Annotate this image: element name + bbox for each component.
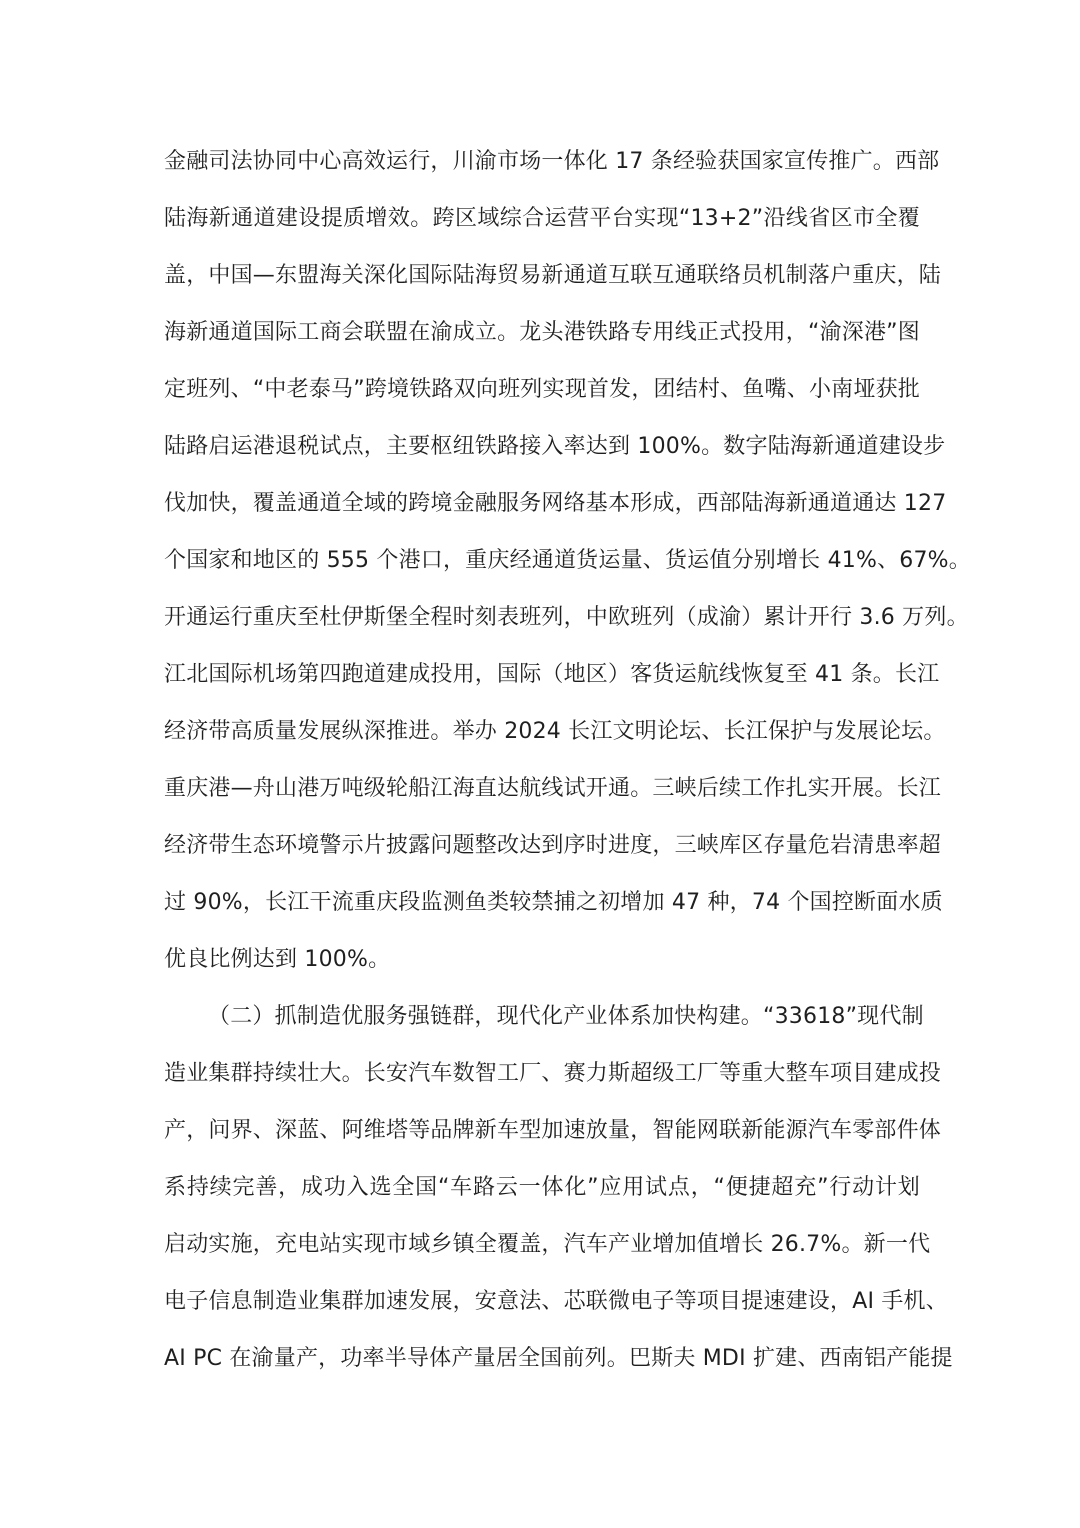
text-line: 系持续完善，成功入选全国“车路云一体化”应用试点，“便捷超充”行动计划	[164, 1175, 920, 1200]
text-line: 江北国际机场第四跑道建成投用，国际（地区）客货运航线恢复至 41 条。长江	[164, 662, 940, 687]
text-line: 陆路启运港退税试点，主要枢纽铁路接入率达到 100%。数字陆海新通道建设步	[164, 434, 946, 459]
text-line: 电子信息制造业集群加速发展，安意法、芯联微电子等项目提速建设，AI 手机、	[164, 1289, 948, 1314]
text-line: 开通运行重庆至杜伊斯堡全程时刻表班列，中欧班列（成渝）累计开行 3.6 万列。	[164, 605, 969, 630]
section-heading-line: （二）抓制造优服务强链群，现代化产业体系加快构建。“33618”现代制	[208, 1004, 924, 1029]
text-line: 海新通道国际工商会联盟在渝成立。龙头港铁路专用线正式投用，“渝深港”图	[164, 320, 920, 345]
text-line: 产，问界、深蓝、阿维塔等品牌新车型加速放量，智能网联新能源汽车零部件体	[164, 1118, 942, 1143]
text-line: 过 90%，长江干流重庆段监测鱼类较禁捕之初增加 47 种，74 个国控断面水质	[164, 890, 943, 915]
text-line: 定班列、“中老泰马”跨境铁路双向班列实现首发，团结村、鱼嘴、小南垭获批	[164, 377, 920, 402]
text-line: 造业集群持续壮大。长安汽车数智工厂、赛力斯超级工厂等重大整车项目建成投	[164, 1061, 942, 1086]
text-line: 伐加快，覆盖通道全域的跨境金融服务网络基本形成，西部陆海新通道通达 127	[164, 491, 947, 516]
text-line: 经济带生态环境警示片披露问题整改达到序时进度，三峡库区存量危岩清患率超	[164, 833, 942, 858]
text-line: 启动实施，充电站实现市域乡镇全覆盖，汽车产业增加值增长 26.7%。新一代	[164, 1232, 931, 1257]
body-text	[164, 140, 971, 1394]
text-line: 陆海新通道建设提质增效。跨区域综合运营平台实现“13+2”沿线省区市全覆	[164, 206, 920, 231]
text-line: AI PC 在渝量产，功率半导体产量居全国前列。巴斯夫 MDI 扩建、西南铝产能提	[164, 1346, 953, 1371]
text-line: 盖，中国—东盟海关深化国际陆海贸易新通道互联互通联络员机制落户重庆，陆	[164, 263, 942, 288]
text-line: 经济带高质量发展纵深推进。举办 2024 长江文明论坛、长江保护与发展论坛。	[164, 719, 946, 744]
text-line: 金融司法协同中心高效运行，川渝市场一体化 17 条经验获国家宣传推广。西部	[164, 149, 940, 174]
text-line: 重庆港—舟山港万吨级轮船江海直达航线试开通。三峡后续工作扎实开展。长江	[164, 776, 942, 801]
text-line: 优良比例达到 100%。	[164, 947, 391, 972]
text-line: 个国家和地区的 555 个港口，重庆经通道货运量、货运值分别增长 41%、67%。	[164, 548, 971, 573]
